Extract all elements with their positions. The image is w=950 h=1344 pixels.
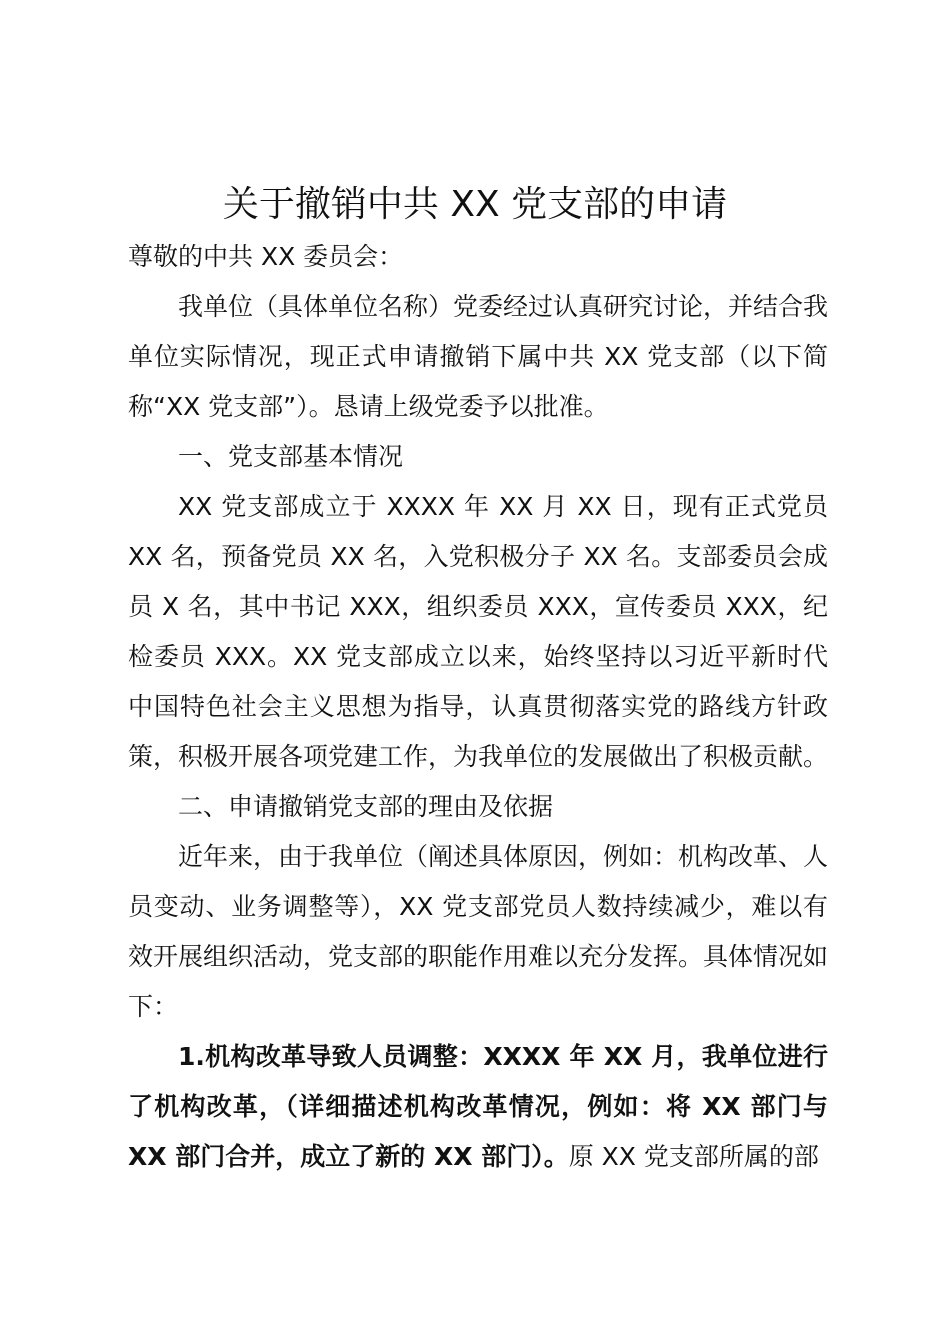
list-item-1 [128,1032,828,1182]
intro-paragraph: 我单位（具体单位名称）党委经过认真研究讨论，并结合我单位实际情况，现正式申请撤销下属中共 XX 党支部（以下简称“XX 党支部”）。恳请上级党委予以批准。 [128,292,829,421]
salutation: 尊敬的中共 XX 委员会： [128,242,404,271]
list-item-1-bold: 1.机构改革导致人员调整：XXXX 年 XX 月，我单位进行了机构改革，（详细描述机构改革情况，例如：将 XX 部门与 XX 部门合并，成立了新的 XX 部门）。 [128,1042,828,1171]
reason-paragraph: 近年来，由于我单位（阐述具体原因，例如：机构改革、人员变动、业务调整等），XX 党支部党员人数持续减少，难以有效开展组织活动，党支部的职能作用难以充分发挥。具体情况如下： [128,842,829,1021]
section-heading-1: 一、党支部基本情况 [178,442,404,471]
document-title: 关于撤销中共 XX 党支部的申请 [222,184,728,225]
document-body [128,232,828,1182]
basic-info-paragraph: XX 党支部成立于 XXXX 年 XX 月 XX 日，现有正式党员 XX 名，预备党员 XX 名，入党积极分子 XX 名。支部委员会成员 X 名，其中书记 XXX，组织委员 XXX，宣传委员 XXX，纪检委员 XXX。XX 党支部成立以来，始终坚持以习近平新时代中国特色社会主义思想为指导，认真贯彻落实党的路线方针政策，积极开展各项党建工作，为我单位的发展做出了积极贡献。 [128,492,829,771]
list-item-1-text: 原 XX 党支部所属的部 [568,1142,819,1171]
section-heading-2: 二、申请撤销党支部的理由及依据 [178,792,554,821]
